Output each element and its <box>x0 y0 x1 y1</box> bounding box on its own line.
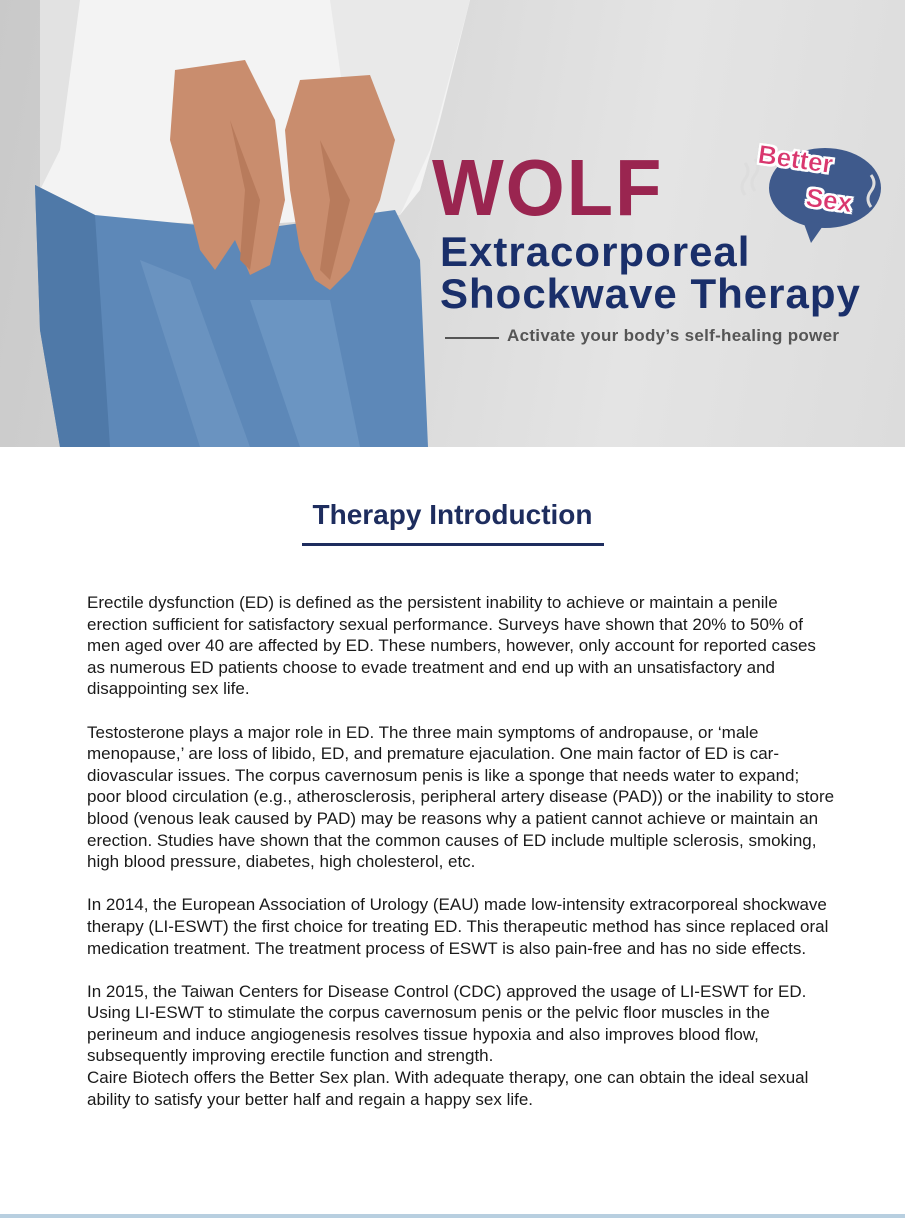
brand-wordmark: WOLF <box>432 143 664 232</box>
tagline-dash <box>445 337 499 339</box>
badge-text-better: Better <box>756 138 835 180</box>
hero-banner <box>0 0 905 447</box>
intro-body <box>87 592 837 1110</box>
paragraph-caire-biotech: Caire Biotech offers the Better Sex plan. With adequate therapy, one can obtain the ideal sexual ability to satisfy your better half and regain a happy sex life. <box>87 1068 809 1109</box>
hero-tagline: Activate your body’s self-healing power <box>507 326 840 345</box>
paragraph-eau-2014: In 2014, the European Association of Urology (EAU) made low-intensity extracorporeal shockwave therapy (LI-ESWT) the first choice for treating ED. This therapeutic method has since replaced oral medication treatment. The treatment process of ESWT is also pain-free and has no side effects. <box>87 895 829 958</box>
paragraph-cdc-2015: In 2015, the Taiwan Centers for Disease Control (CDC) approved the usage of LI-ESWT for ED. Using LI-ESWT to stimulate the corpus cavernosum penis or the pelvic floor muscles in the perineum and induce angiogenesis resolves tissue hypoxia and also improves blood flow, subsequently improving erectile function and strength. <box>87 981 807 1066</box>
section-title: Therapy Introduction <box>312 499 593 530</box>
bottom-divider <box>0 1214 905 1218</box>
badge-text-sex: Sex <box>804 181 855 219</box>
paragraph-ed-definition: Erectile dysfunction (ED) is defined as the persistent inability to achieve or maintain a penile erection sufficient for satisfactory sexual performance. Surveys have shown that 20% to 50% of men aged over 40 are affected by ED. These numbers, however, only account for reported cases as numerous ED patients choose to evade treatment and end up with an unsatisfactory and disappointing sex life. <box>87 593 816 699</box>
paragraph-testosterone: Testosterone plays a major role in ED. The three main symptoms of andropause, or ‘male menopause,’ are loss of libido, ED, and premature ejaculation. One main factor of ED is car-diovascular issues. The corpus cavernosum penis is like a sponge that needs water to expand; poor blood circulation (e.g., atherosclerosis, peripheral artery disease (PAD)) or the inability to store blood (venous leak caused by PAD) may be reasons why a patient cannot achieve or maintain an erection. Studies have shown that the common causes of ED include multiple sclerosis, smoking, high blood pressure, diabetes, high cholesterol, etc. <box>87 722 835 872</box>
section-title-underline <box>302 543 604 546</box>
hero-title-line2: Shockwave Therapy <box>440 270 861 317</box>
hero-title-line1: Extracorporeal <box>440 228 751 275</box>
